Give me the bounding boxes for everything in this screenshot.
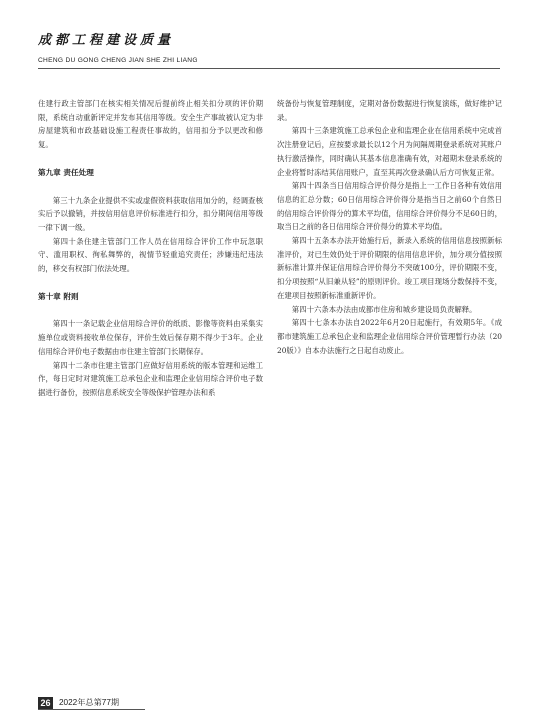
paragraph: 住建行政主管部门在核实相关情况后提前终止相关扣分项的评价期限，系统自动重新评定并发布其信用等级。安全生产事故被认定为非房屋建筑和市政基础设施工程责任事故的，信用扣分予以更改和修复。 bbox=[38, 99, 263, 150]
article-47: 第四十七条本办法自2022年6月20日起施行，有效期5年。《成都市建筑施工总承包企业和监理企业信用综合评价管理暂行办法（2020版）》自本办法施行之日起自动废止。 bbox=[277, 318, 502, 355]
article-42: 第四十二条市住建主管部门应做好信用系统的版本管理和运维工作，每日定时对建筑施工总承包企业和监理企业信用综合评价电子数据进行备份，按照信息系统安全等级保护管理办法和系 bbox=[38, 360, 263, 397]
footer-rule bbox=[38, 709, 145, 710]
article-45: 第四十五条本办法开始施行后，新录入系统的信用信息按照新标准评价，对已生效仍处于评价期限的信用信息评价，加分项分值按照新标准计算并保证信用综合评价得分不突破100分，评价期限不变，扣分项按照“从旧兼从轻”的原则评价。竣工项目现场分数保持不变，在建项目按照新标准重新评价。 bbox=[277, 236, 502, 300]
magazine-title: 成都工程建设质量 bbox=[38, 33, 175, 48]
article-40: 第四十条住建主管部门工作人员在信用综合评价工作中玩忽职守、滥用职权、徇私舞弊的，视情节轻重追究责任；涉嫌违纪违法的，移交有权部门依法处理。 bbox=[38, 236, 263, 274]
article-46: 第四十六条本办法由成都市住房和城乡建设局负责解释。 bbox=[291, 304, 477, 314]
article-44: 第四十四条当日信用综合评价得分是指上一工作日各种有效信用信息的汇总分数；60日信用综合评价得分是指当日之前60个自然日的信用综合评价得分的算术平均值，信用综合评价得分不足60日的，取当日之前的各日信用综合评价得分的算术平均值。 bbox=[277, 181, 502, 232]
page-footer bbox=[38, 697, 145, 710]
chapter-heading-10: 第十章 附则 bbox=[38, 291, 79, 301]
chapter-heading-9: 第九章 责任处理 bbox=[38, 167, 94, 177]
spacer bbox=[38, 303, 263, 317]
page-number: 26 bbox=[38, 697, 53, 709]
article-41: 第四十一条记载企业信用综合评价的纸质、影像等资料由采集实施单位或资料接收单位保存，评价生效后保存期不得少于3年。企业信用综合评价电子数据由市住建主管部门长期保存。 bbox=[38, 319, 263, 356]
header-rule bbox=[38, 68, 500, 69]
spacer bbox=[38, 152, 263, 166]
paragraph: 统备份与恢复管理制度，定期对备份数据进行恢复演练，做好维护记录。 bbox=[277, 99, 502, 122]
issue-label: 2022年总第77期 bbox=[59, 698, 120, 707]
article-39: 第三十九条企业提供不实或虚假资料获取信用加分的，经调查核实后予以撤销，并按信用信息评价标准进行扣分，扣分期间信用等级一律下调一级。 bbox=[38, 195, 263, 232]
right-column bbox=[277, 97, 502, 357]
spacer bbox=[38, 180, 263, 194]
article-43: 第四十三条建筑施工总承包企业和监理企业在信用系统中完成首次注册登记后，应按要求最长以12个月为间隔周期登录系统对其账户执行激活操作，同时确认其基本信息准确有效，对超期未登录系统的企业将暂时冻结其信用账户，直至其再次登录确认后方可恢复正常。 bbox=[277, 126, 502, 177]
left-column bbox=[38, 97, 263, 400]
spacer bbox=[38, 276, 263, 290]
magazine-pinyin-title: CHENG DU GONG CHENG JIAN SHE ZHI LIANG bbox=[38, 57, 198, 64]
